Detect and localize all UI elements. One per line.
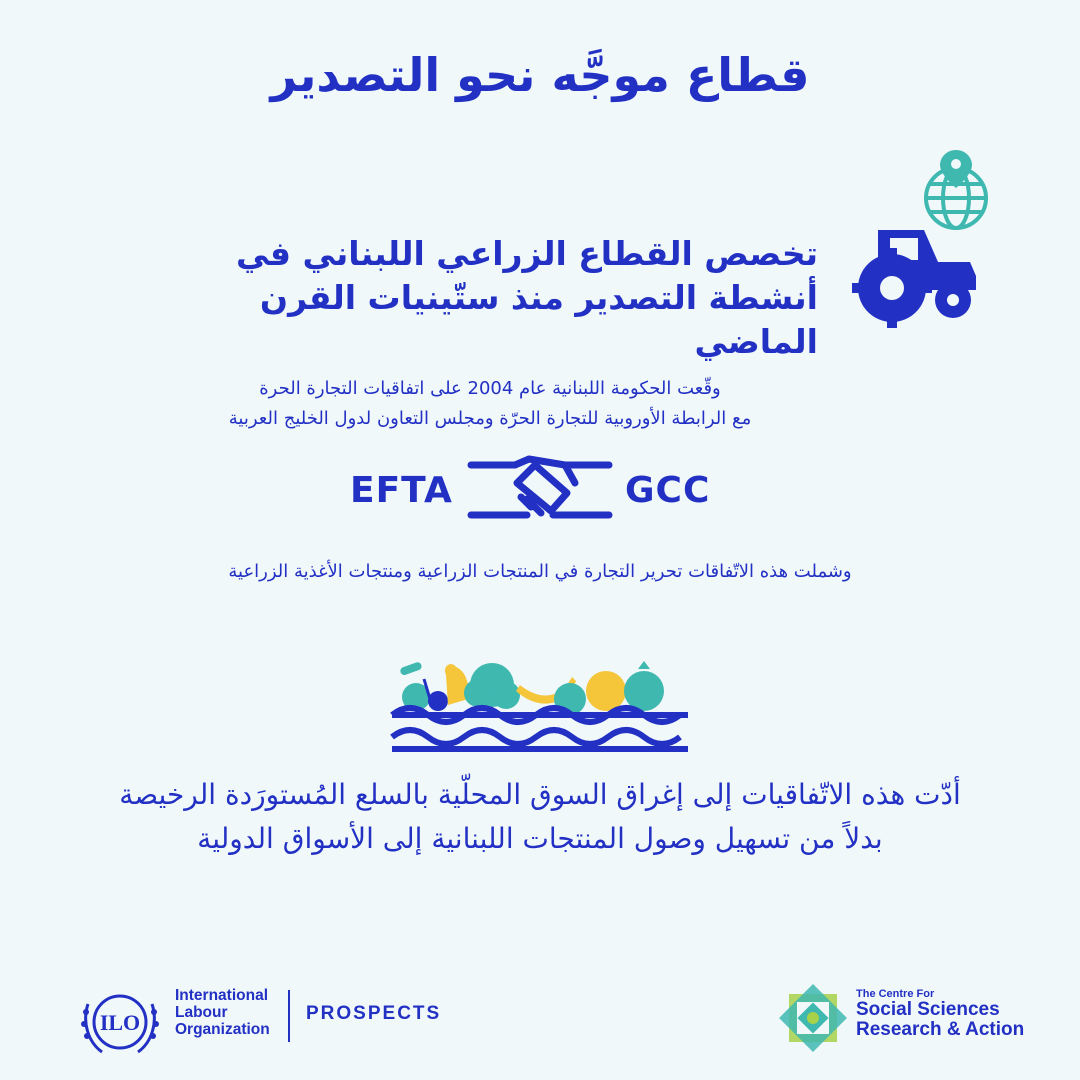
ilo-logo — [78, 982, 162, 1062]
cssra-line-1: The Centre For — [856, 988, 935, 1000]
page-title: قطاع موجَّه نحو التصدير — [270, 48, 810, 102]
ilo-name — [175, 987, 270, 1038]
liberalization-text: وشملت هذه الاتّفاقات تحرير التجارة في المنتجات الزراعية ومنتجات الأغذية الزراعية — [228, 561, 852, 582]
impact-paragraph — [40, 773, 1040, 861]
headline-line-2: أنشطة التصدير منذ ستّينيات القرن الماضي — [259, 278, 818, 361]
ilo-name-line-3: Organization — [175, 1021, 270, 1038]
impact-line-1: أدّت هذه الاتّفاقيات إلى إغراق السوق المحلّية بالسلع المُستورَدة الرخيصة — [119, 778, 961, 811]
ilo-name-line-1: International — [175, 987, 269, 1004]
cssra-line-2: Social Sciences — [856, 999, 1000, 1020]
agreement-line-1: وقّعت الحكومة اللبنانية عام 2004 على اتفاقيات التجارة الحرة — [259, 378, 721, 399]
ilo-name-line-2: Labour — [175, 1004, 228, 1021]
tractor-icon — [850, 150, 990, 330]
agreement-paragraph — [150, 374, 830, 434]
footer-divider — [288, 990, 290, 1042]
produce-on-waves-icon — [390, 655, 690, 755]
agreement-line-2: مع الرابطة الأوروبية للتجارة الحرّة ومجلس التعاون لدول الخليج العربية — [228, 408, 752, 429]
headline — [218, 232, 818, 364]
headline-line-1: تخصص القطاع الزراعي اللبناني في — [236, 234, 818, 273]
waves-icon — [392, 708, 688, 749]
impact-line-2: بدلاً من تسهيل وصول المنتجات اللبنانية إلى الأسواق الدولية — [197, 822, 883, 855]
ilo-logo-text: ILO — [99, 1010, 141, 1035]
handshake-icon — [465, 455, 615, 525]
cssra-name — [856, 988, 1024, 1040]
gcc-label: GCC — [625, 470, 711, 511]
efta-label: EFTA — [350, 470, 453, 511]
cssra-logo — [775, 980, 851, 1056]
prospects-label: PROSPECTS — [306, 1003, 442, 1024]
cssra-line-3: Research & Action — [856, 1019, 1025, 1040]
